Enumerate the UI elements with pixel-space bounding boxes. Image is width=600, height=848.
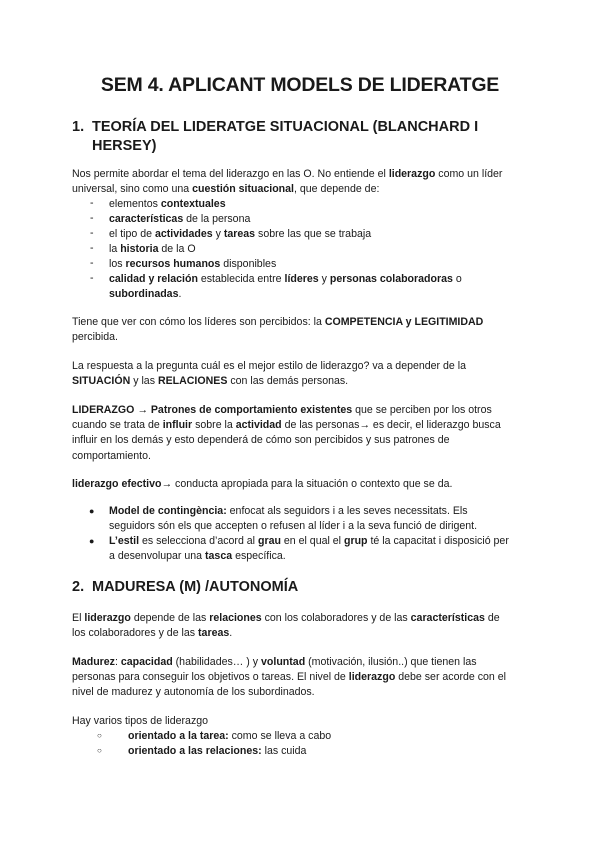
section-2-heading: 2. MADURESA (M) /AUTONOMÍA xyxy=(72,579,299,595)
effective-leadership-line: liderazgo efectivo→ conducta apropiada para la situación o contexto que se da. xyxy=(72,478,453,490)
list-dash: - xyxy=(90,227,94,239)
bullet-dot: ● xyxy=(89,506,95,516)
bullet-item: L’estil es selecciona d’acord al grau en el qual el grup té la capacitat i disposició per a desenvolupar una tasca específica. xyxy=(109,535,509,563)
list-item: características de la persona xyxy=(109,213,251,225)
bullet-dot: ● xyxy=(89,536,95,546)
list-item: el tipo de actividades y tareas sobre las que se trabaja xyxy=(109,228,372,240)
intro-paragraph: Nos permite abordar el tema del liderazgo en las O. No entiende el liderazgo como un líder universal, sino como una cuestión situacional, que depende de: xyxy=(72,168,503,196)
list-item: elementos contextuales xyxy=(109,198,226,210)
list-item: los recursos humanos disponibles xyxy=(109,258,277,270)
types-intro: Hay varios tipos de liderazgo xyxy=(72,715,209,727)
type-item: orientado a las relaciones: las cuida xyxy=(128,745,307,757)
list-item: calidad y relación establecida entre líderes y personas colaboradoras o subordinadas. xyxy=(109,273,462,301)
section-1-heading-line1: TEORÍA DEL LIDERATGE SITUACIONAL (BLANCHARD I xyxy=(92,119,479,135)
relations-paragraph: El liderazgo depende de las relaciones con los colaboradores y de las características de los colaboradores y de las tareas. xyxy=(72,612,500,640)
question-paragraph: La respuesta a la pregunta cuál es el mejor estilo de liderazgo? va a depender de la SITUACIÓN y las RELACIONES con las demás personas. xyxy=(72,360,466,388)
bullet-item: Model de contingència: enfocat als seguidors i a les seves necessitats. Els seguidors són els que accepten o refusen al líder i a la seva funció de dirigent. xyxy=(109,505,478,533)
list-dash: - xyxy=(90,212,94,224)
section-2-number: 2. xyxy=(72,579,85,595)
perceived-paragraph: Tiene que ver con cómo los líderes son percibidos: la COMPETENCIA y LEGITIMIDAD percibida. xyxy=(72,316,484,344)
section-1-heading xyxy=(72,118,512,156)
maturity-paragraph: Madurez: capacidad (habilidades… ) y voluntad (motivación, ilusión..) que tienen las personas para conseguir los objetivos o tareas. El nivel de liderazgo debe ser acorde con el nivel de madurez y autonomía de los subordinados. xyxy=(72,656,507,699)
circle-bullet: ○ xyxy=(97,731,102,740)
leadership-paragraph: LIDERAZGO → Patrones de comportamiento existentes que se perciben por los otros cuando se trata de influir sobre la actividad de las personas→ es decir, el liderazgo busca influir en los demás y esto dependerá de cómo son percibidos y sus patrones de comportamiento. xyxy=(72,404,501,462)
circle-bullet: ○ xyxy=(97,746,102,755)
list-dash: - xyxy=(90,272,94,284)
type-item: orientado a la tarea: como se lleva a cabo xyxy=(128,730,332,742)
list-dash: - xyxy=(90,257,94,269)
list-dash: - xyxy=(90,197,94,209)
list-item: la historia de la O xyxy=(109,243,196,255)
section-1-heading-line2: HERSEY) xyxy=(92,138,157,154)
list-dash: - xyxy=(90,242,94,254)
section-1-number: 1. xyxy=(72,119,85,135)
page-title: SEM 4. APLICANT MODELS DE LIDERATGE xyxy=(100,74,500,96)
